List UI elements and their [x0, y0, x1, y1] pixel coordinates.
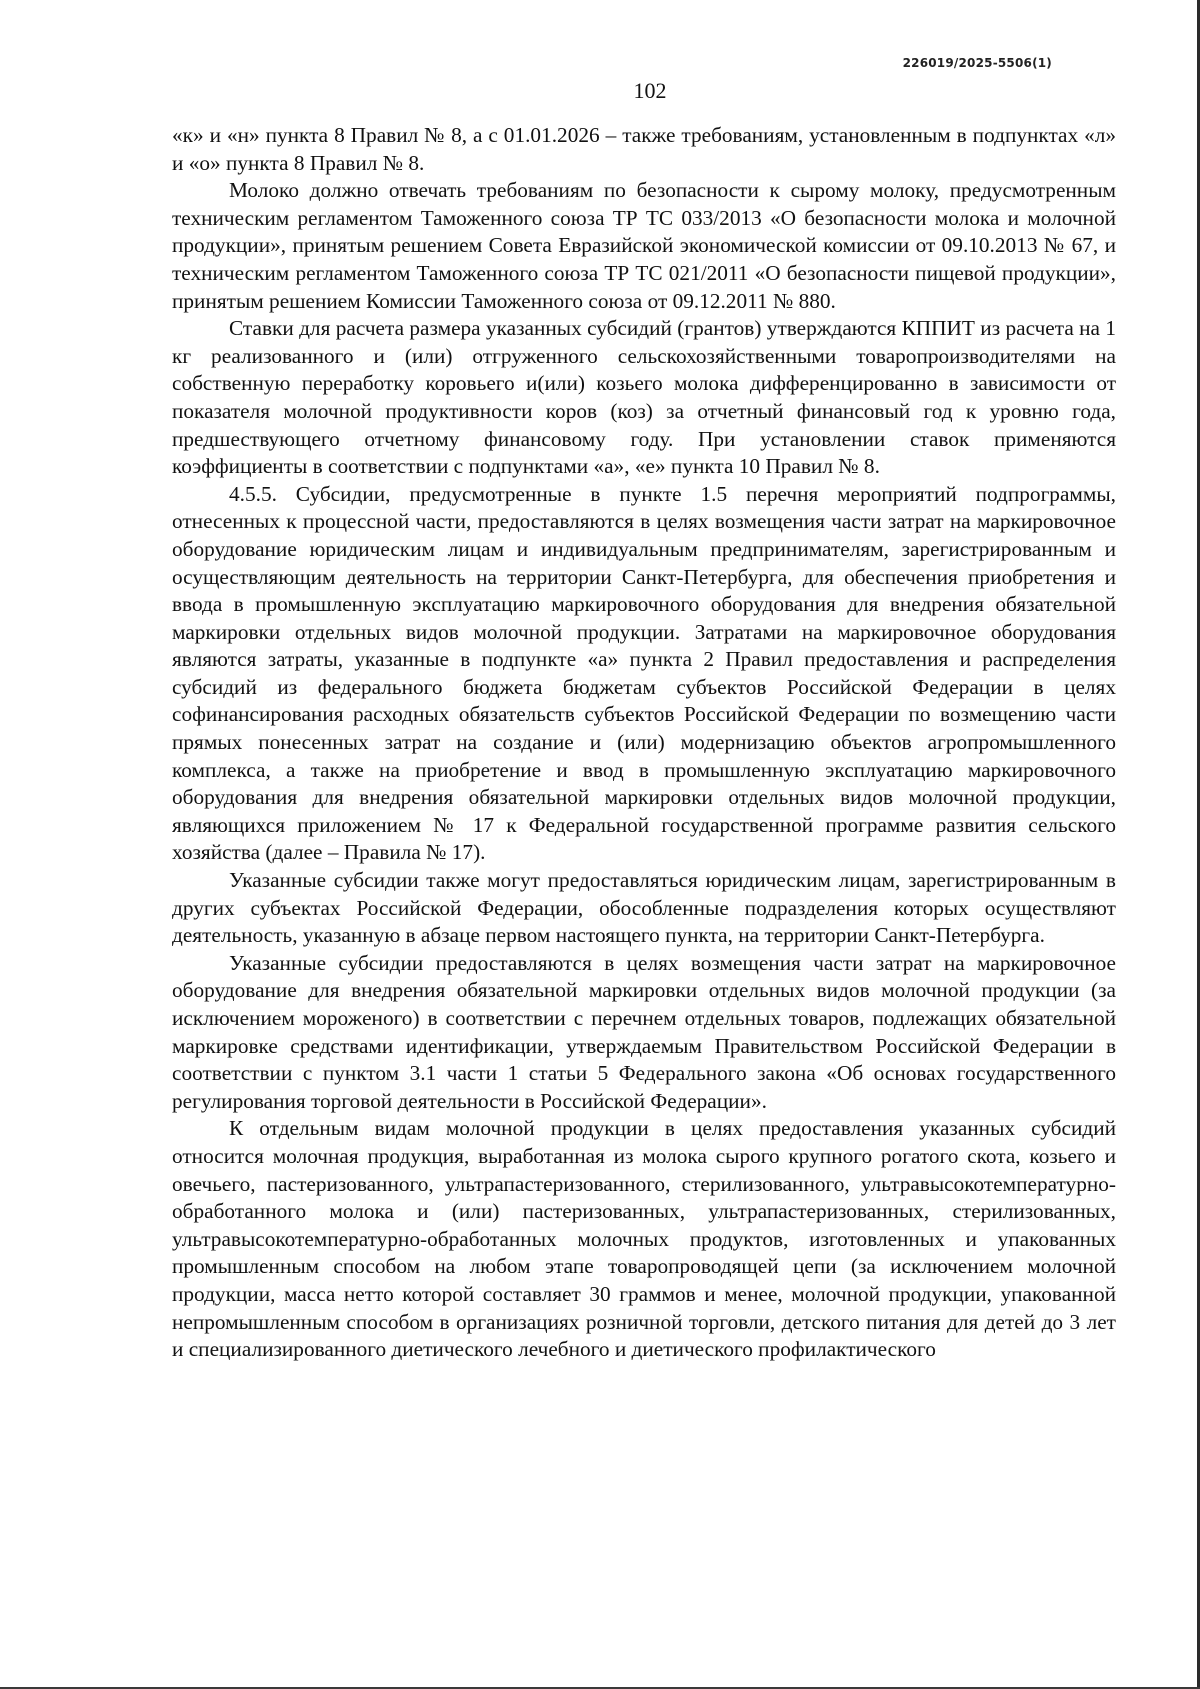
paragraph-section-4-5-5: 4.5.5. Субсидии, предусмотренные в пункте 1.5 перечня мероприятий подпрограммы, отнесенных к процессной части, предоставляются в целях возмещения части затрат на маркировочное оборудование юридическим лицам и индивидуальным предпринимателям, зарегистрированным и осуществляющим деятельность на территории Санкт-Петербурга, для обеспечения приобретения и ввода в промышленную эксплуатацию маркировочного оборудования для внедрения обязательной маркировки отдельных видов молочной продукции. Затратами на маркировочное оборудования являются затраты, указанные в подпункте «а» пункта 2 Правил предоставления и распределения субсидий из федерального бюджета бюджетам субъектов Российской Федерации в целях софинансирования расходных обязательств субъектов Российской Федерации по возмещению части прямых понесенных затрат на создание и (или) модернизацию объектов агропромышленного комплекса, а также на приобретение и ввод в промышленную эксплуатацию маркировочного оборудования для внедрения обязательной маркировки отдельных видов молочной продукции, являющихся приложением № 17 к Федеральной государственной программе развития сельского хозяйства (далее – Правила № 17).: [172, 481, 1116, 865]
paragraph-milk-safety: Молоко должно отвечать требованиям по безопасности к сырому молоку, предусмотренным техническим регламентом Таможенного союза ТР ТС 033/2013 «О безопасности молока и молочной продукции», принятым решением Совета Евразийской экономической комиссии от 09.10.2013 № 67, и техническим регламентом Таможенного союза ТР ТС 021/2011 «О безопасности пищевой продукции», принятым решением Комиссии Таможенного союза от 09.12.2011 № 880.: [172, 178, 1116, 313]
paragraph-subsidy-rates: Ставки для расчета размера указанных субсидий (грантов) утверждаются КППИТ из расчета на 1 кг реализованного и (или) отгруженного сельскохозяйственными товаропроизводителями на собственную переработку коровьего и(или) козьего молока дифференцированно в зависимости от показателя молочной продуктивности коров (коз) за отчетный финансовый год к уровню года, предшествующего отчетному финансовому году. При установлении ставок применяются коэффициенты в соответствии с подпунктами «а», «е» пункта 10 Правил № 8.: [172, 316, 1116, 479]
paragraph-subsidy-purpose: Указанные субсидии предоставляются в целях возмещения части затрат на маркировочное оборудование для внедрения обязательной маркировки отдельных видов молочной продукции (за исключением мороженого) в соответствии с перечнем отдельных товаров, подлежащих обязательной маркировке средствами идентификации, утверждаемым Правительством Российской Федерации в соответствии с пунктом 3.1 части 1 статьи 5 Федерального закона «Об основах государственного регулирования торговой деятельности в Российской Федерации».: [172, 950, 1116, 1113]
registration-number: 226019/2025-5506(1): [902, 56, 1052, 70]
page-number: 102: [633, 78, 667, 103]
paragraph-other-regions: Указанные субсидии также могут предоставляться юридическим лицам, зарегистрированным в других субъектах Российской Федерации, обособленные подразделения которых осуществляют деятельность, указанную в абзаце первом настоящего пункта, на территории Санкт-Петербурга.: [172, 868, 1116, 948]
paragraph-continuation: «к» и «н» пункта 8 Правил № 8, а с 01.01.2026 – также требованиям, установленным в подпунктах «л» и «о» пункта 8 Правил № 8.: [172, 123, 1116, 175]
paragraph-dairy-products: К отдельным видам молочной продукции в целях предоставления указанных субсидий относится молочная продукция, выработанная из молока сырого крупного рогатого скота, козьего и овечьего, пастеризованного, ультрапастеризованного, стерилизованного, ультравысокотемпературно-обработанного молока и (или) пастеризованных, ультрапастеризованных, стерилизованных, ультравысокотемпературно-обработанных молочных продуктов, изготовленных и упакованных промышленным способом на любом этапе товаропроводящей цепи (за исключением молочной продукции, масса нетто которой составляет 30 граммов и менее, молочной продукции, упакованной непромышленным способом в организациях розничной торговли, детского питания для детей до 3 лет и специализированного диетического лечебного и диетического профилактического: [172, 1116, 1116, 1362]
document-body: [172, 122, 1116, 1364]
